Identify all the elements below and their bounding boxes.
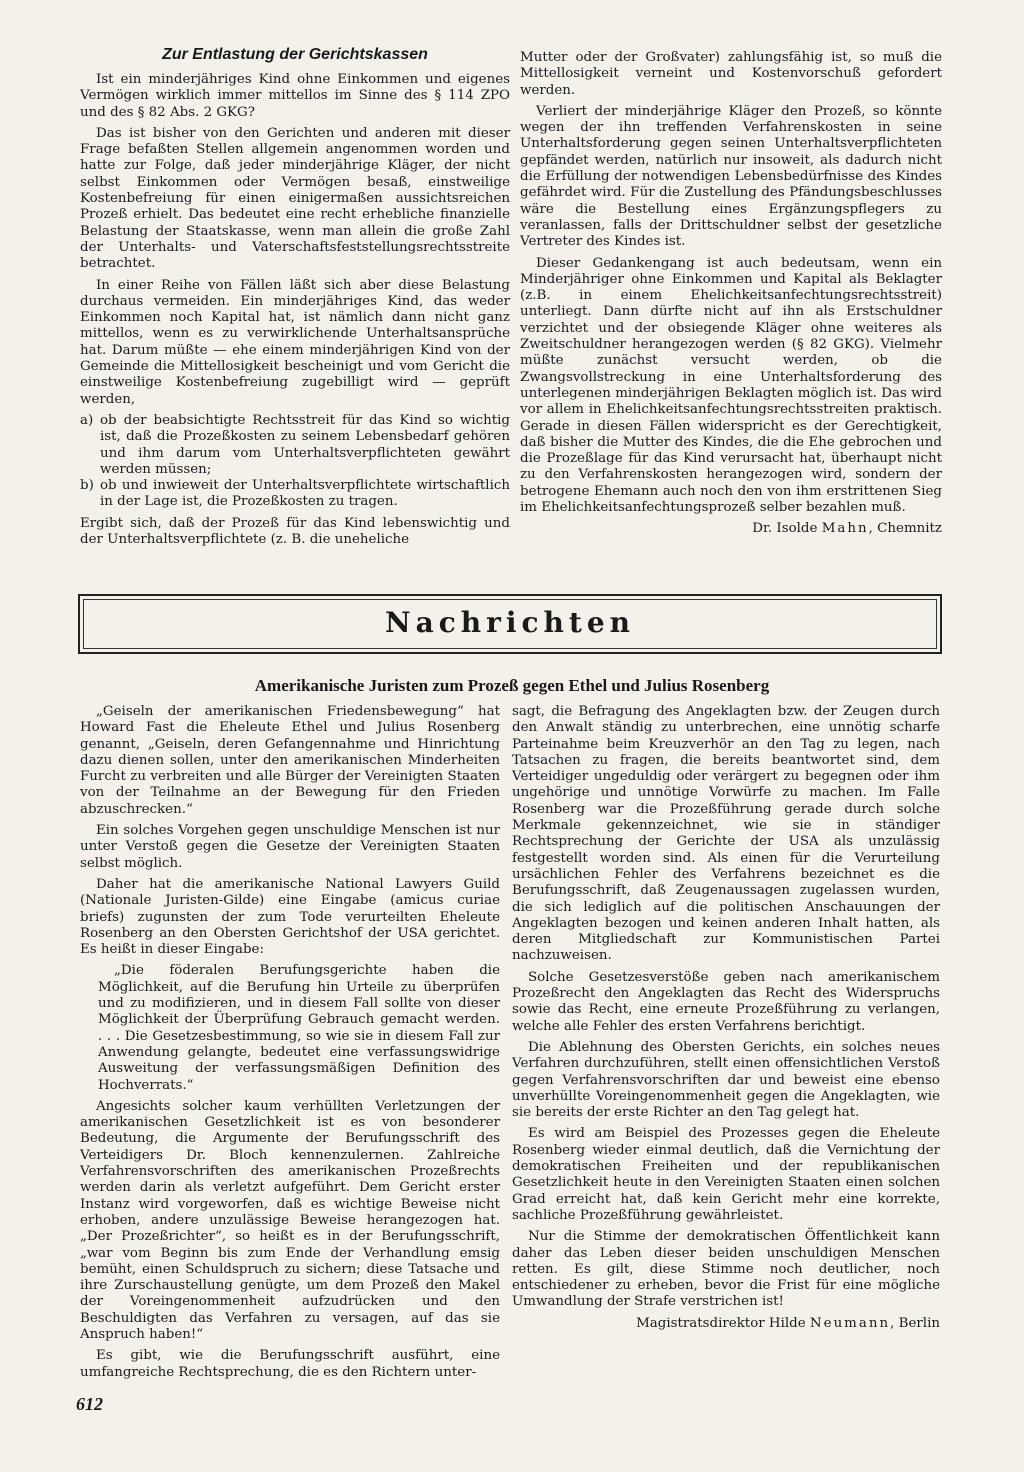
author-signature: Dr. Isolde Mahn, Chemnitz [752,521,942,537]
paragraph: Daher hat die amerikanische National Lawyers Guild (Nationale Juristen-Gilde) eine Eingabe (amicus curiae briefs) zugunsten der zum Tode verurteilten Eheleute Rosenberg an den Obersten Gerichtshof der USA gerichtet. Es heißt in dieser Eingabe: [80,876,500,958]
paragraph: Mutter oder der Großvater) zahlungsfähig ist, so muß die Mittellosigkeit verneint und Kostenvorschuß gefordert werden. [520,50,942,98]
page-number: 612 [76,1394,103,1414]
article-column-right [520,50,942,543]
paragraph: Ein solches Vorgehen gegen unschuldige Menschen ist nur unter Verstoß gegen die Gesetze der Vereinigten Staaten selbst möglich. [80,823,500,871]
paragraph: In einer Reihe von Fällen läßt sich aber diese Belastung durchaus vermeiden. Ein minderjähriges Kind, das weder Einkommen noch Kapital hat, ist nämlich dann nicht ganz mittellos, wenn es zu verwirklichende Unterhaltsansprüche hat. Darum müßte — ehe einem minderjährigen Kind von der Gemeinde die Mittellosigkeit bescheinigt und vom Gericht die einstweilige Kostenbefreiung zugebilligt wird — geprüft werden, [80,277,510,407]
author-name: Mahn [821,521,869,537]
news-column-right [512,704,940,1337]
section-header-box [78,594,942,654]
article-column-left [80,72,510,553]
list-item [80,413,510,478]
article-title: Zur Entlastung der Gerichtskassen [162,46,428,63]
list-item [80,478,510,511]
paragraph: Die Ablehnung des Obersten Gerichts, ein solches neues Verfahren durchzuführen, stellt einen offensichtlichen Verstoß gegen Verfahrensvorschriften dar und beweist eine ebenso unverhüllte Voreingenommenheit gegen die Angeklagten, wie sie bereits der erste Richter an den Tag gelegt hat. [512,1039,940,1121]
quote-text: „Die föderalen Berufungsgerichte haben die Möglichkeit, auf die Berufung hin Urteile zu überprüfen und zu modifizieren, und in diesem Fall sollte von dieser Möglichkeit der Überprüfung Gebrauch gemacht werden. . . . Die Gesetzesbestimmung, so wie sie in diesem Fall zur Anwendung gelangte, bedeutet eine verfassungswidrige Ausweitung der verfassungsmäßigen Definition des Hochverrats.“ [98,963,500,1093]
author-signature: Magistratsdirektor Hilde Neumann, Berlin [636,1315,940,1331]
paragraph: sagt, die Befragung des Angeklagten bzw. der Zeugen durch den Anwalt ständig zu unterbrechen, eine unnötig scharfe Parteinahme beim Kreuzverhör an den Tag zu legen, nach Tatsachen zu fragen, die bereits beantwortet sind, dem Verteidiger ungeduldig oder verärgert zu begegnen oder ihm ungehörige und unnötige Vorwürfe zu machen. Im Falle Rosenberg war die Prozeßführung gerade durch solche Merkmale gekennzeichnet, wie sie in ständiger Rechtsprechung der Gerichte der USA als unzulässig festgestellt worden sind. Als einen für die Verurteilung ursächlichen Fehler des Verfahrens bezeichnet es die Berufungsschrift, daß Zeugenaussagen zugelassen wurden, die sich lediglich auf die politischen Anschauungen der Angeklagten bezogen und keinen anderen Inhalt hatten, als deren Mitgliedschaft zur Kommunistischen Partei nachzuweisen. [512,704,940,964]
section-title: Nachrichten [384,606,636,639]
paragraph: „Geiseln der amerikanischen Friedensbewegung“ hat Howard Fast die Eheleute Ethel und Julius Rosenberg genannt, „Geiseln, deren Gefangennahme und Hinrichtung dazu dienen sollen, unter den amerikanischen Minderheiten Furcht zu verbreiten und alle Bürger der Vereinigten Staaten von der Teilnahme an der Bewegung für den Frieden abzuschrecken.“ [80,704,500,817]
list-item-text: ob der beabsichtigte Rechtsstreit für das Kind so wichtig ist, daß die Prozeßkosten zu seinem Lebensbedarf gehören und ihm darum vom Unterhaltsverpflichteten gewährt werden müssen; [100,412,510,477]
author-name: Neumann [809,1315,891,1331]
paragraph: Ergibt sich, daß der Prozeß für das Kind lebenswichtig und der Unterhaltsverpflichtete (z. B. die uneheliche [80,515,510,548]
news-column-left [80,704,500,1386]
list-item-label: a) [80,412,94,428]
paragraph: Dieser Gedankengang ist auch bedeutsam, wenn ein Minderjähriger ohne Einkommen und Kapital als Beklagter (z.B. in einem Ehelichkeitsanfechtungsrechtsstreit) unterliegt. Dann dürfte nicht auf ihn als Erstschuldner verzichtet und der obsiegende Kläger ohne weiteres als Zweitschuldner herangezogen werden (§ 82 GKG). Vielmehr müßte zunächst versucht werden, ob die Zwangsvollstreckung in eine Unterhaltsforderung des unterlegenen minderjährigen Beklagten möglich ist. Das wird vor allem in Ehelichkeitsanfechtungsrechtsstreiten praktisch. Gerade in diesen Fällen widerspricht es der Gerechtigkeit, daß bisher die Mutter des Kindes, die die Ehe gebrochen und die Prozeßlage für das Kind verursacht hat, überhaupt nicht zu den Verfahrenskosten herangezogen wird, sondern der betrogene Ehemann auch noch den von ihm erstrittenen Sieg im Ehelichkeitsanfechtungsprozeß selber bezahlen muß. [520,255,942,516]
paragraph: Es gibt, wie die Berufungsschrift ausführt, eine umfangreiche Rechtsprechung, die es den Richtern unter- [80,1348,500,1380]
paragraph: Angesichts solcher kaum verhüllten Verletzungen der amerikanischen Gesetzlichkeit ist es von besonderer Bedeutung, die Argumente der Berufungsschrift des Verteidigers Dr. Bloch kennenzulernen. Zahlreiche Verfahrensvorschriften des amerikanischen Prozeßrechts werden darin als verletzt aufgeführt. Dem Gericht erster Instanz wird vorgeworfen, daß es wichtige Beweise nicht erhoben, andere unzulässige Beweise herangezogen hat. „Der Prozeßrichter“, so heißt es in der Berufungsschrift, „war vom Beginn bis zum Ende der Verhandlung emsig bemüht, einen Schuldspruch zu sichern; diese Tatsache und ihre Zurschaustellung genügte, um dem Prozeß den Makel der Voreingenommenheit aufzudrücken und den Beschuldigten das Verfahren zu versagen, auf das sie Anspruch haben!“ [80,1098,500,1342]
list-item-text: ob und inwieweit der Unterhaltsverpflichtete wirtschaftlich in der Lage ist, die Prozeßkosten zu tragen. [100,478,510,510]
paragraph: Verliert der minderjährige Kläger den Prozeß, so könnte wegen der ihn treffenden Verfahrenskosten in seine Unterhaltsforderung gegen seinen Unterhaltsverpflichteten gepfändet werden, natürlich nur insoweit, als dadurch nicht die Erfüllung der notwendigen Lebensbedürfnisse des Kindes gefährdet wird. Für die Zustellung des Pfändungsbeschlusses wäre die Bestellung eines Ergänzungspflegers zu veranlassen, falls der Drittschuldner selbst der gesetzliche Vertreter des Kindes ist. [520,103,942,250]
list-item-label: b) [80,478,94,494]
news-title: Amerikanische Juristen zum Prozeß gegen Ethel und Julius Rosenberg [254,676,770,695]
paragraph: Solche Gesetzesverstöße geben nach amerikanischem Prozeßrecht den Angeklagten das Recht des Widerspruchs sowie das Recht, eine erneute Prozeßführung zu verlangen, welche alle Fehler des ersten Verfahrens berichtigt. [512,969,940,1034]
paragraph: Ist ein minderjähriges Kind ohne Einkommen und eigenes Vermögen wirklich immer mittellos im Sinne des § 114 ZPO und des § 82 Abs. 2 GKG? [80,72,510,120]
paragraph: Es wird am Beispiel des Prozesses gegen die Eheleute Rosenberg wieder einmal deutlich, daß die Vernichtung der demokratischen Freiheiten und der republikanischen Gesetzlichkeit heute in den Vereinigten Staaten einen solchen Grad erreicht hat, daß kein Gericht mehr eine korrekte, sachliche Prozeßführung gewährleistet. [512,1126,940,1223]
block-quote [98,963,500,1093]
criteria-list [80,413,510,511]
paragraph: Das ist bisher von den Gerichten und anderen mit dieser Frage befaßten Stellen allgemein angenommen worden und hatte zur Folge, daß jeder minderjährige Kläger, der nicht selbst Einkommen oder Vermögen besaß, einstweilige Kostenbefreiung für einen einigermaßen aussichtsreichen Prozeß erhielt. Das bedeutet eine recht erhebliche finanzielle Belastung der Staatskasse, wenn man allein die große Zahl der Unterhalts- und Vaterschaftsfeststellungsrechtsstreite betrachtet. [80,125,510,272]
paragraph: Nur die Stimme der demokratischen Öffentlichkeit kann daher das Leben dieser beiden unschuldigen Menschen retten. Es gilt, diese Stimme noch deutlicher, noch entschiedener zu erheben, bevor die Frist für eine mögliche Umwandlung der Strafe verstrichen ist! [512,1229,940,1310]
